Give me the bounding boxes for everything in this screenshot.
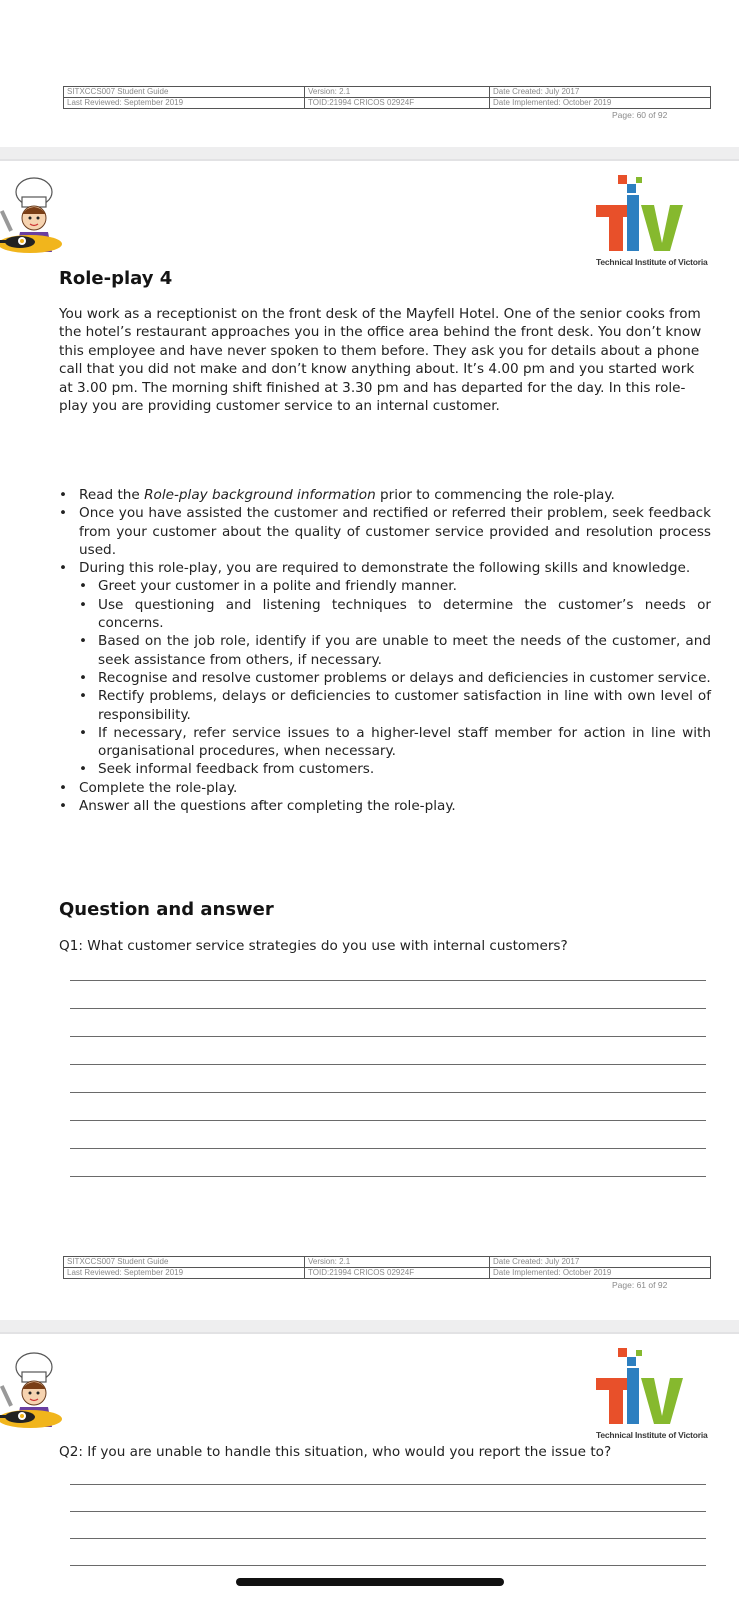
skill-item: • Recognise and resolve customer problems or delays and deficiencies in customer service. (59, 669, 711, 687)
page-break (0, 1320, 739, 1334)
answer-line[interactable] (70, 1148, 706, 1149)
chef-illustration-icon (0, 1345, 70, 1445)
skill-item: • Use questioning and listening techniques to determine the customer’s needs or concerns. (59, 596, 711, 633)
page-footer-table (63, 1256, 711, 1279)
footer-created: Date Created: July 2017 (490, 87, 711, 98)
answer-line[interactable] (70, 1036, 706, 1037)
instruction-item: • Once you have assisted the customer and rectified or referred their problem, seek feedback from your customer about the quality of customer service provided and resolution process used. (59, 504, 711, 559)
chef-illustration-icon (0, 170, 70, 270)
footer-version: Version: 2.1 (305, 87, 490, 98)
tiv-logo (596, 1348, 731, 1443)
tiv-logo (596, 175, 731, 270)
answer-line[interactable] (70, 980, 706, 981)
qa-title: Question and answer (59, 899, 274, 920)
footer-created: Date Created: July 2017 (490, 1257, 711, 1268)
footer-implemented: Date Implemented: October 2019 (490, 1268, 711, 1279)
roleplay-intro: You work as a receptionist on the front desk of the Mayfell Hotel. One of the senior cooks from the hotel’s restaurant approaches you in the office area behind the front desk. You don’t know this employee and have never spoken to them before. They ask you for details about a phone call that you did not make and don’t know anything about. It’s 4.00 pm and you started work at 3.00 pm. The morning shift finished at 3.30 pm and has departed for the day. In this role-play you are providing customer service to an internal customer. (59, 306, 702, 415)
tiv-logo-caption: Technical Institute of Victoria (596, 1430, 708, 1440)
answer-line[interactable] (70, 1008, 706, 1009)
instructions-list (59, 486, 711, 815)
footer-version: Version: 2.1 (305, 1257, 490, 1268)
tiv-logo-caption: Technical Institute of Victoria (596, 257, 708, 267)
skill-item: • If necessary, refer service issues to a higher-level staff member for action in line with organisational procedures, when necessary. (59, 724, 711, 761)
footer-toid: TOID:21994 CRICOS 02924F (305, 98, 490, 109)
instruction-item: • Answer all the questions after completing the role-play. (59, 797, 711, 815)
skill-item: • Based on the job role, identify if you are unable to meet the needs of the customer, and seek assistance from others, if necessary. (59, 632, 711, 669)
answer-line[interactable] (70, 1511, 706, 1512)
instruction-item: • Read the Role-play background information prior to commencing the role-play. (59, 486, 711, 504)
footer-toid: TOID:21994 CRICOS 02924F (305, 1268, 490, 1279)
question-1: Q1: What customer service strategies do you use with internal customers? (59, 938, 568, 954)
answer-line[interactable] (70, 1176, 706, 1177)
instruction-item: • During this role-play, you are required to demonstrate the following skills and knowledge. (59, 559, 711, 577)
skill-item: • Seek informal feedback from customers. (59, 760, 711, 778)
skill-item: • Rectify problems, delays or deficiencies to customer satisfaction in line with own level of responsibility. (59, 687, 711, 724)
answer-line[interactable] (70, 1120, 706, 1121)
page-break (0, 147, 739, 161)
answer-line[interactable] (70, 1092, 706, 1093)
answer-line[interactable] (70, 1484, 706, 1485)
footer-reviewed: Last Reviewed: September 2019 (64, 1268, 305, 1279)
question-2: Q2: If you are unable to handle this situation, who would you report the issue to? (59, 1444, 612, 1460)
answer-line[interactable] (70, 1565, 706, 1566)
home-indicator[interactable] (236, 1578, 504, 1586)
page-number: Page: 61 of 92 (612, 1280, 668, 1290)
answer-line[interactable] (70, 1064, 706, 1065)
answer-line[interactable] (70, 1538, 706, 1539)
skill-item: • Greet your customer in a polite and friendly manner. (59, 577, 711, 595)
footer-guide: SITXCCS007 Student Guide (64, 87, 305, 98)
instruction-item: • Complete the role-play. (59, 779, 711, 797)
page-footer-table (63, 86, 711, 109)
roleplay-title: Role-play 4 (59, 268, 173, 289)
footer-implemented: Date Implemented: October 2019 (490, 98, 711, 109)
footer-guide: SITXCCS007 Student Guide (64, 1257, 305, 1268)
footer-reviewed: Last Reviewed: September 2019 (64, 98, 305, 109)
page-number: Page: 60 of 92 (612, 110, 668, 120)
